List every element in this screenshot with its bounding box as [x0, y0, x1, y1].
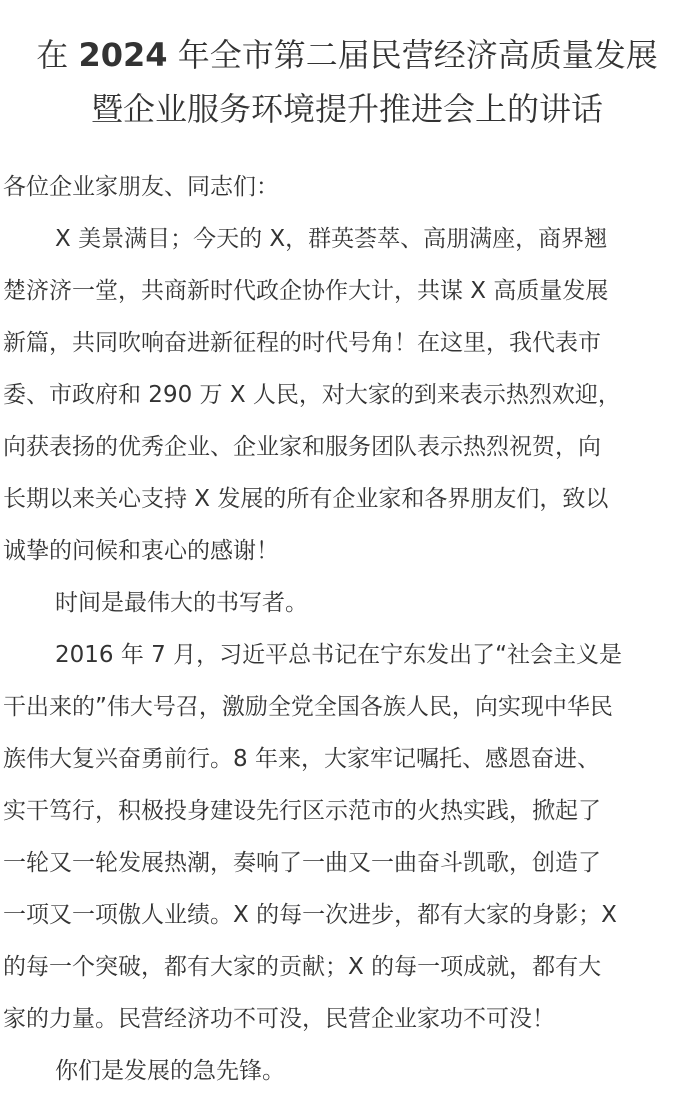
paragraph-4 — [3, 1045, 691, 1097]
paragraph-line: X 美景满目；今天的 X，群英荟萃、高朋满座，商界翘 — [55, 226, 608, 252]
paragraph-line: 干出来的”伟大号召，激励全党全国各族人民，向实现中华民 — [3, 694, 613, 720]
title-line-2: 暨企业服务环境提升推进会上的讲话 — [90, 90, 603, 128]
title-suffix: 年全市第二届民营经济高质量发展 — [167, 36, 658, 74]
title-prefix: 在 — [36, 36, 79, 74]
document-title — [3, 28, 691, 136]
paragraph-line: 你们是发展的急先锋。 — [55, 1058, 285, 1084]
paragraph-3 — [3, 629, 691, 1045]
paragraph-line: 长期以来关心支持 X 发展的所有企业家和各界朋友们，致以 — [3, 486, 609, 512]
paragraph-line: 向获表扬的优秀企业、企业家和服务团队表示热烈祝贺，向 — [3, 434, 601, 460]
paragraph-line: 族伟大复兴奋勇前行。8 年来，大家牢记嘱托、感恩奋进、 — [3, 746, 600, 772]
paragraph-line: 一项又一项傲人业绩。X 的每一次进步，都有大家的身影；X — [3, 902, 617, 928]
paragraph-line: 楚济济一堂，共商新时代政企协作大计，共谋 X 高质量发展 — [3, 278, 609, 304]
greeting: 各位企业家朋友、同志们： — [3, 174, 279, 200]
paragraph-2 — [3, 577, 691, 629]
paragraph-line: 实干笃行，积极投身建设先行区示范市的火热实践，掀起了 — [3, 798, 601, 824]
paragraph-line: 诚挚的问候和衷心的感谢！ — [3, 538, 279, 564]
paragraph-line: 时间是最伟大的书写者。 — [55, 590, 308, 616]
paragraph-line: 家的力量。民营经济功不可没，民营企业家功不可没！ — [3, 1006, 555, 1032]
paragraph-line: 一轮又一轮发展热潮，奏响了一曲又一曲奋斗凯歌，创造了 — [3, 850, 601, 876]
title-line-1 — [3, 28, 691, 82]
paragraph-line: 新篇，共同吹响奋进新征程的时代号角！在这里，我代表市 — [3, 330, 601, 356]
paragraph-line: 的每一个突破，都有大家的贡献；X 的每一项成就，都有大 — [3, 954, 602, 980]
paragraph-1 — [3, 213, 691, 577]
paragraph-line: 委、市政府和 290 万 X 人民，对大家的到来表示热烈欢迎， — [3, 382, 621, 408]
title-year: 2024 — [78, 36, 168, 74]
paragraph-line: 2016 年 7 月，习近平总书记在宁东发出了“社会主义是 — [55, 642, 623, 668]
